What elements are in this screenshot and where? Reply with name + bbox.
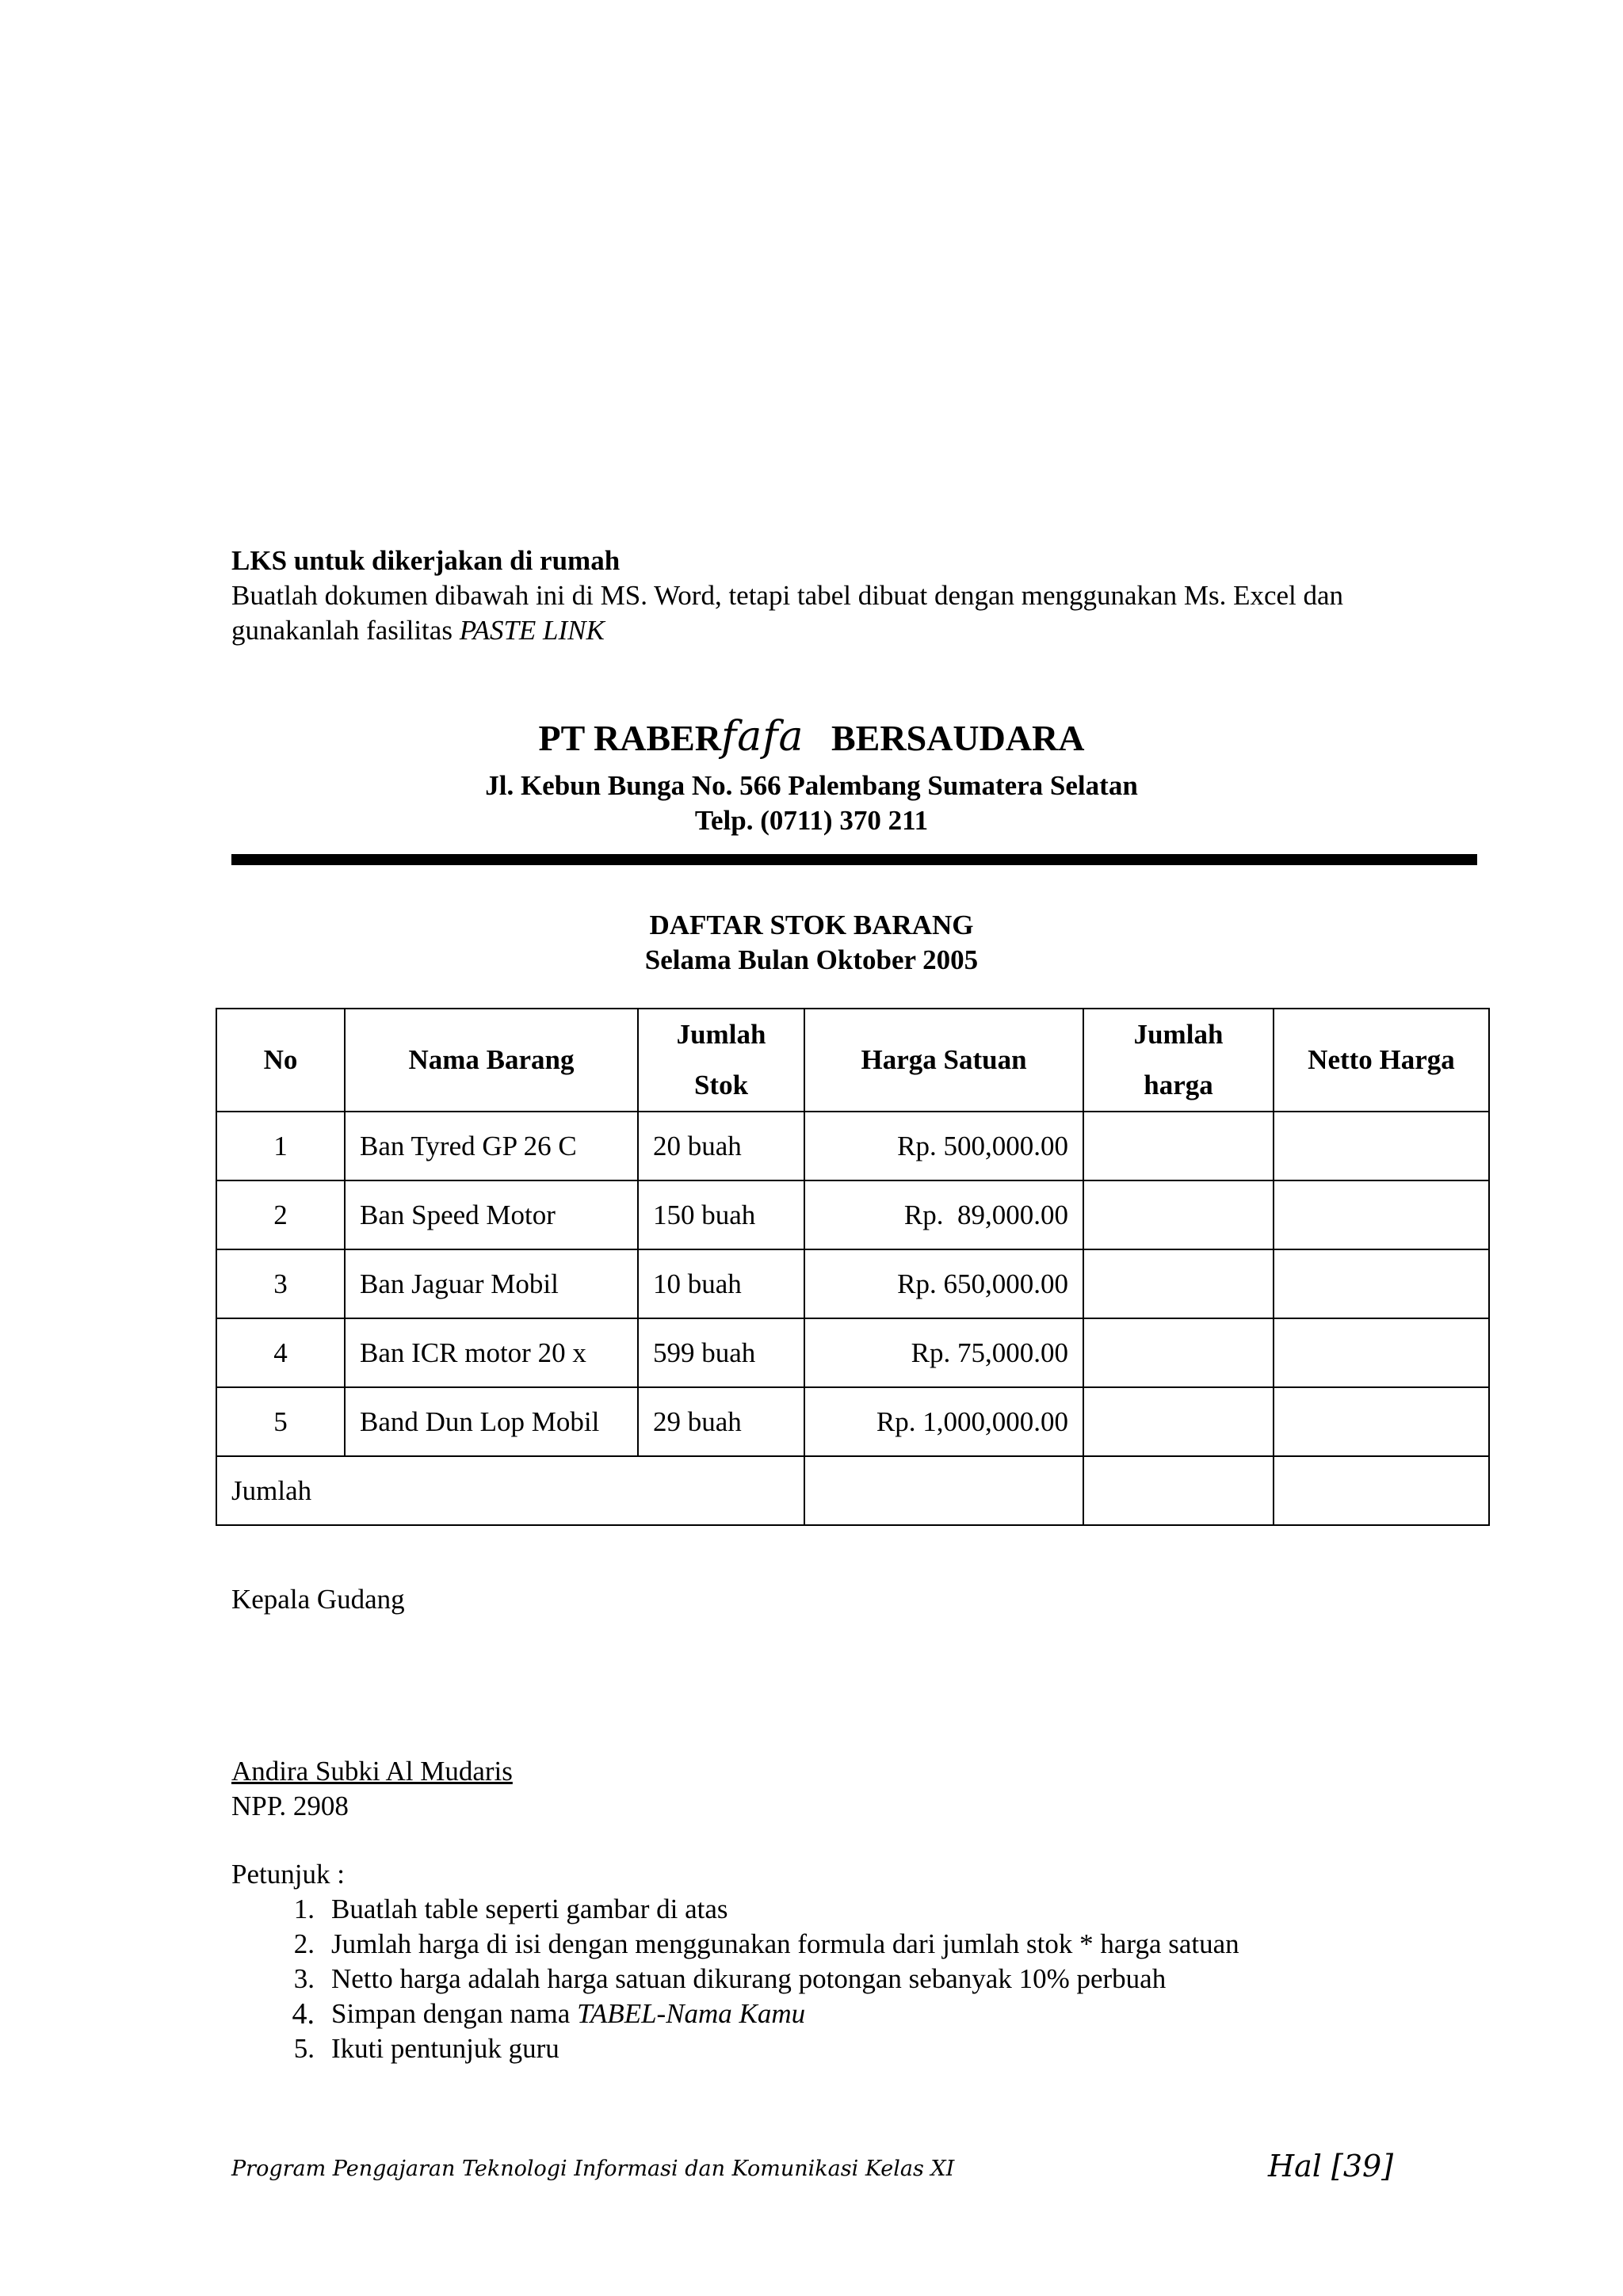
stock-table (216, 1008, 1490, 1526)
header-netto-harga: Netto Harga (1274, 1009, 1489, 1112)
cell-no: 5 (216, 1387, 345, 1456)
cell-jumlah-harga (1083, 1180, 1274, 1249)
cell-nama-barang: Ban Tyred GP 26 C (345, 1112, 638, 1180)
header-jumlah-stok (638, 1009, 804, 1112)
cell-no: 1 (216, 1112, 345, 1180)
cell-netto-harga (1274, 1387, 1489, 1456)
table-row (216, 1112, 1489, 1180)
footer-program: Program Pengajaran Teknologi Informasi dan Komunikasi Kelas XI (231, 2157, 955, 2181)
assignment-heading: LKS untuk dikerjakan di rumah (231, 545, 621, 576)
instruction-text: gunakanlah fasilitas (231, 615, 460, 646)
list-item-text: Buatlah table seperti gambar di atas (331, 1894, 728, 1924)
header-jumlah-harga-line2: harga (1144, 1070, 1213, 1100)
header-no: No (216, 1009, 345, 1112)
list-item (231, 1892, 1499, 1927)
cell-netto-harga (1274, 1318, 1489, 1387)
company-name-suffix: BERSAUDARA (831, 718, 1085, 758)
list-item (231, 1927, 1499, 1962)
cell-netto-harga (1274, 1180, 1489, 1249)
report-title: DAFTAR STOK BARANG (649, 910, 974, 940)
table-row (216, 1387, 1489, 1456)
list-item-text (331, 1997, 805, 2031)
list-item-text: Jumlah harga di isi dengan menggunakan formula dari jumlah stok * harga satuan (331, 1928, 1239, 1959)
list-item (231, 1962, 1499, 1997)
total-netto-harga (1274, 1456, 1489, 1525)
header-nama-barang: Nama Barang (345, 1009, 638, 1112)
signature-npp: NPP. 2908 (231, 1791, 349, 1821)
signature-role: Kepala Gudang (231, 1584, 405, 1615)
list-item-number: 4. (292, 1997, 315, 2031)
total-jumlah-harga (1083, 1456, 1274, 1525)
list-item-text: Netto harga adalah harga satuan dikurang potongan sebanyak 10% perbuah (331, 1963, 1167, 1994)
cell-jumlah-harga (1083, 1318, 1274, 1387)
cell-harga-satuan: Rp. 89,000.00 (804, 1180, 1083, 1249)
table-total-row (216, 1456, 1489, 1525)
list-item-number: 1. (293, 1894, 315, 1924)
instructions-title: Petunjuk : (231, 1859, 345, 1890)
list-item-number: 3. (293, 1963, 315, 1994)
header-jumlah-harga-line1: Jumlah (1133, 1019, 1224, 1050)
list-item (231, 2031, 1499, 2066)
instructions-list (231, 1892, 1499, 2066)
total-harga-satuan (804, 1456, 1083, 1525)
company-address: Jl. Kebun Bunga No. 566 Palembang Sumatera Selatan (485, 770, 1138, 801)
list-item (231, 1997, 1499, 2031)
cell-no: 3 (216, 1249, 345, 1318)
table-row (216, 1249, 1489, 1318)
cell-harga-satuan: Rp. 650,000.00 (804, 1249, 1083, 1318)
table-row (216, 1318, 1489, 1387)
header-jumlah-harga (1083, 1009, 1274, 1112)
footer-page-number: Hal [39] (1268, 2149, 1394, 2183)
cell-jumlah-stok: 150 buah (638, 1180, 804, 1249)
table-row (216, 1180, 1489, 1249)
company-name (0, 713, 1623, 762)
signature-name: Andira Subki Al Mudaris (231, 1756, 513, 1787)
assignment-instruction-line2 (231, 613, 605, 648)
company-name-script: fafa (721, 713, 804, 761)
list-item-number: 2. (293, 1928, 315, 1959)
cell-harga-satuan: Rp. 500,000.00 (804, 1112, 1083, 1180)
cell-netto-harga (1274, 1112, 1489, 1180)
cell-nama-barang: Ban Jaguar Mobil (345, 1249, 638, 1318)
cell-jumlah-stok: 20 buah (638, 1112, 804, 1180)
assignment-instruction-line1: Buatlah dokumen dibawah ini di MS. Word, tetapi tabel dibuat dengan menggunakan Ms. Excel dan (231, 580, 1344, 611)
cell-no: 4 (216, 1318, 345, 1387)
cell-harga-satuan: Rp. 1,000,000.00 (804, 1387, 1083, 1456)
letterhead-divider (231, 854, 1477, 865)
cell-jumlah-harga (1083, 1249, 1274, 1318)
cell-nama-barang: Ban Speed Motor (345, 1180, 638, 1249)
cell-netto-harga (1274, 1249, 1489, 1318)
table-header-row (216, 1009, 1489, 1112)
list-item-number: 5. (293, 2033, 315, 2064)
cell-jumlah-stok: 599 buah (638, 1318, 804, 1387)
report-subtitle: Selama Bulan Oktober 2005 (644, 944, 979, 975)
cell-nama-barang: Band Dun Lop Mobil (345, 1387, 638, 1456)
list-item-text-prefix: Simpan dengan nama (331, 1998, 578, 2029)
cell-nama-barang: Ban ICR motor 20 x (345, 1318, 638, 1387)
paste-link-term: PASTE LINK (459, 615, 605, 646)
header-harga-satuan: Harga Satuan (804, 1009, 1083, 1112)
total-label: Jumlah (216, 1456, 804, 1525)
header-jumlah-stok-line1: Jumlah (676, 1019, 766, 1050)
list-item-text: Ikuti pentunjuk guru (331, 2033, 559, 2064)
header-jumlah-stok-line2: Stok (693, 1070, 749, 1100)
company-phone: Telp. (0711) 370 211 (694, 805, 929, 836)
company-name-prefix: PT RABER (538, 718, 721, 758)
cell-jumlah-stok: 10 buah (638, 1249, 804, 1318)
cell-no: 2 (216, 1180, 345, 1249)
cell-jumlah-harga (1083, 1387, 1274, 1456)
cell-jumlah-harga (1083, 1112, 1274, 1180)
cell-harga-satuan: Rp. 75,000.00 (804, 1318, 1083, 1387)
cell-jumlah-stok: 29 buah (638, 1387, 804, 1456)
list-item-text-em: TABEL-Nama Kamu (577, 1998, 806, 2029)
